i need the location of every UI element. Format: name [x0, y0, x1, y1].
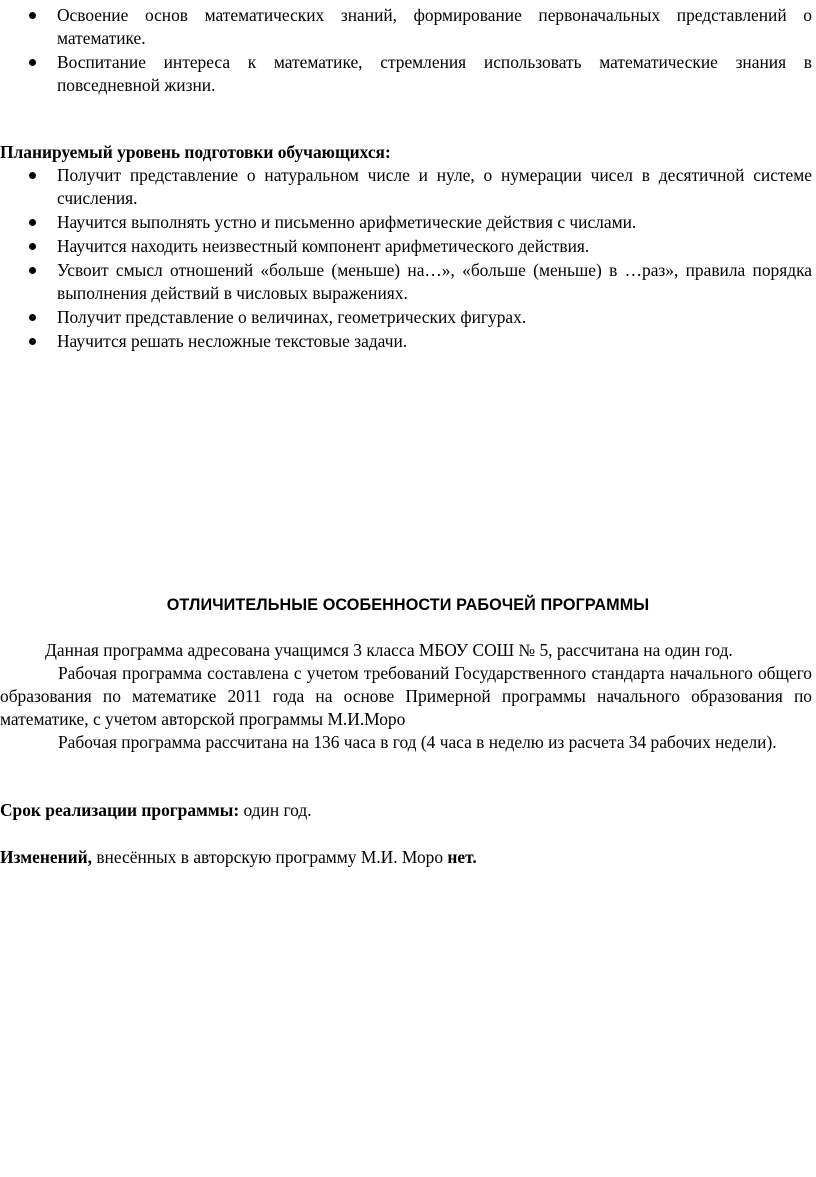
duration-line: [0, 799, 312, 822]
list-item: [0, 306, 816, 329]
list-item: [0, 259, 816, 305]
paragraph-hours: Рабочая программа рассчитана на 136 часа в год (4 часа в неделю из расчета 34 рабочих недели).: [58, 732, 777, 752]
list-item: [0, 330, 816, 353]
duration-label: Срок реализации программы:: [0, 800, 240, 820]
list-item: [0, 235, 816, 258]
bullet-icon: [29, 267, 36, 274]
goals-list: [0, 4, 816, 97]
section-title: ОТЛИЧИТЕЛЬНЫЕ ОСОБЕННОСТИ РАБОЧЕЙ ПРОГРАММЫ: [166, 596, 650, 614]
changes-label: Изменений,: [0, 847, 92, 867]
bullet-icon: [29, 172, 36, 179]
list-item-text: Освоение основ математических знаний, формирование первоначальных представлений о математике.: [57, 5, 812, 48]
changes-text: внесённых в авторскую программу М.И. Моро: [91, 847, 448, 867]
list-item-text: Получит представление о величинах, геометрических фигурах.: [57, 307, 527, 327]
list-item-text: Научится решать несложные текстовые задачи.: [57, 331, 408, 351]
list-item: [0, 51, 816, 97]
results-list: [0, 164, 816, 353]
list-item: [0, 4, 816, 50]
changes-line: [0, 846, 477, 869]
bullet-icon: [29, 219, 36, 226]
list-item-text: Научится выполнять устно и письменно арифметические действия с числами.: [57, 212, 637, 232]
bullet-icon: [29, 59, 36, 66]
bullet-icon: [29, 338, 36, 345]
list-item-text: Воспитание интереса к математике, стремления использовать математические знания в повседневной жизни.: [57, 52, 812, 95]
list-item: [0, 164, 816, 210]
bullet-icon: [29, 314, 36, 321]
changes-value: нет.: [447, 847, 477, 867]
list-item-text: Получит представление о натуральном числе и нуле, о нумерации чисел в десятичной системе счисления.: [57, 165, 812, 208]
list-item: [0, 211, 816, 234]
bullet-icon: [29, 12, 36, 19]
duration-value: один год.: [239, 800, 312, 820]
list-item-text: Усвоит смысл отношений «больше (меньше) на…», «больше (меньше) в …раз», правила порядка выполнения действий в числовых выражениях.: [57, 260, 812, 303]
paragraph-basis: Рабочая программа составлена с учетом требований Государственного стандарта начального общего образования по математике 2011 года на основе Примерной программы начального образования по математике, с учетом авторской программы М.И.Моро: [0, 663, 812, 729]
list-item-text: Научится находить неизвестный компонент арифметического действия.: [57, 236, 590, 256]
results-heading: Планируемый уровень подготовки обучающихся:: [0, 142, 391, 162]
paragraph-audience: Данная программа адресована учащимся 3 класса МБОУ СОШ № 5, рассчитана на один год.: [45, 640, 733, 660]
bullet-icon: [29, 243, 36, 250]
